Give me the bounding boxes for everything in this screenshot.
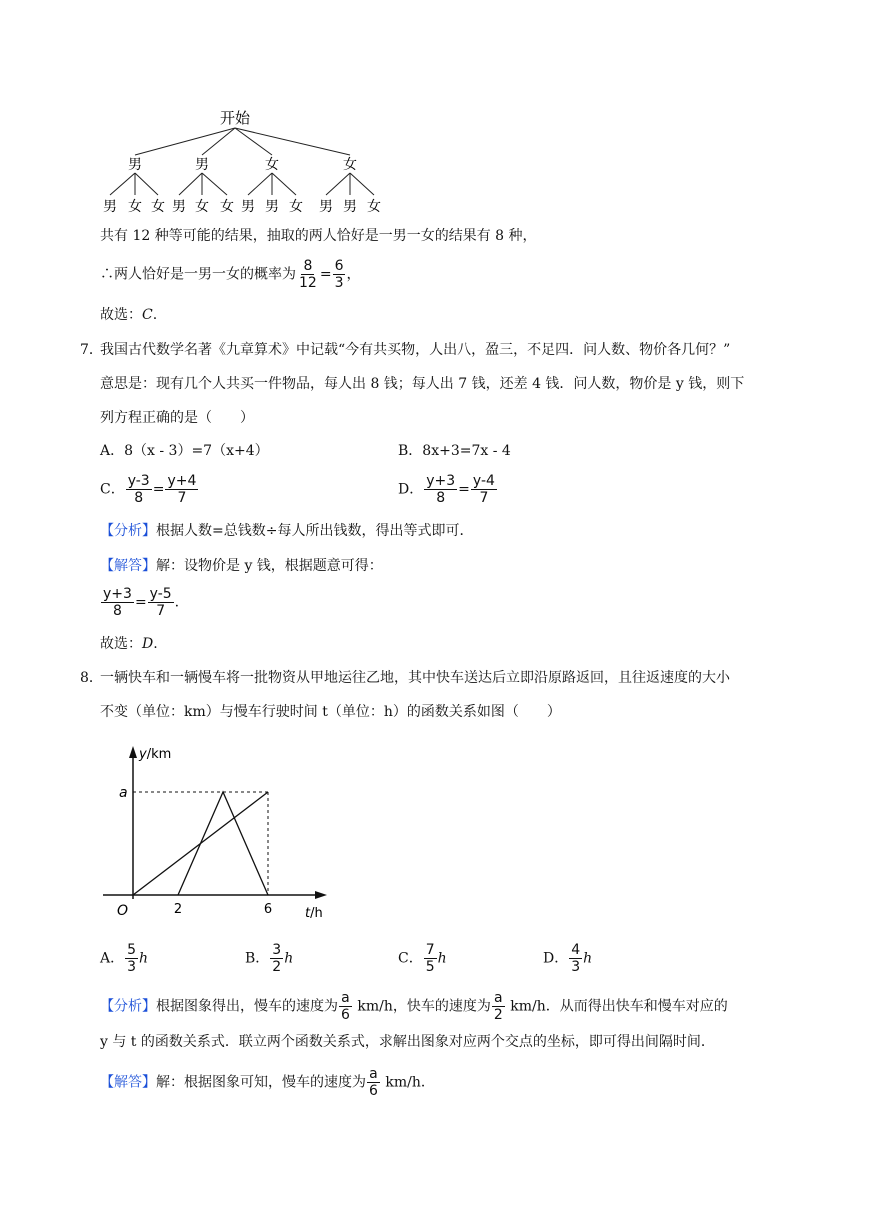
- tree-l2-node: 男: [265, 199, 279, 215]
- q7-stem-line1: 我国古代数学名著《九章算术》中记载“今有共买物，人出八，盈三，不足四．问人数、物价各几何？”: [100, 342, 731, 358]
- origin-label: O: [117, 903, 129, 919]
- y-tick-label-a: a: [119, 785, 128, 801]
- q7-number: 7．: [80, 342, 103, 358]
- q8-option-b: B． $\frac{3}{2}$ h: [245, 942, 294, 975]
- tree-l1-node: 男: [128, 157, 142, 173]
- q6-fraction-1: $\frac{8}{12}$: [299, 258, 317, 291]
- tree-l2-node: 男: [103, 199, 117, 215]
- q7-analysis: 【分析】根据人数=总钱数÷每人所出钱数，得出等式即可．: [100, 523, 474, 539]
- tree-l2-node: 男: [343, 199, 357, 215]
- q7-option-c: C． $\frac{y-3}{8}$ = $\frac{y+4}{7}$: [100, 473, 197, 506]
- q7-option-d: D． $\frac{y+3}{8}$ = $\frac{y-4}{7}$: [398, 473, 495, 506]
- q8-option-a: A． $\frac{5}{3}$ h: [100, 942, 149, 975]
- tree-l2-node: 男: [241, 199, 255, 215]
- tree-l2-node: 男: [172, 199, 186, 215]
- x-axis-label: t/h: [305, 906, 323, 921]
- q7-solution: 【解答】解：设物价是 y 钱，根据题意可得：: [100, 558, 383, 574]
- q8-stem-line1: 一辆快车和一辆慢车将一批物资从甲地运往乙地，其中快车送达后立即沿原路返回，且往返速度的大小: [100, 670, 730, 686]
- tree-l1-node: 女: [343, 157, 357, 173]
- tree-l2-node: 女: [220, 199, 234, 215]
- solution-tag: 【解答】: [100, 1074, 156, 1091]
- analysis-tag: 【分析】: [100, 523, 156, 539]
- q8-solution: 【解答】解：根据图象可知，慢车的速度为 $\frac{a}{6}$ km/h．: [100, 1066, 435, 1099]
- q8-number: 8．: [80, 670, 103, 686]
- q7-equation: $\frac{y+3}{8}$ = $\frac{y-5}{7}$ .: [103, 586, 180, 619]
- q6-probability: ∴两人恰好是一男一女的概率为 $\frac{8}{12}$ = $\frac{6}{3}$ ，: [100, 258, 361, 291]
- q7-option-b: B．8x+3=7x - 4: [398, 443, 511, 459]
- tree-l1-node: 男: [195, 157, 209, 173]
- q7-stem-line2: 意思是：现有几个人共买一件物品，每人出 8 钱；每人出 7 钱，还差 4 钱．问人数，物价是 y 钱，则下: [100, 376, 745, 392]
- tree-l2-node: 女: [128, 199, 142, 215]
- q8-option-c: C． $\frac{7}{5}$ h: [398, 942, 447, 975]
- tree-l2-node: 女: [289, 199, 303, 215]
- x-axis-arrow: [315, 891, 327, 899]
- x-tick-label: 2: [173, 902, 183, 917]
- tree-l2-node: 女: [367, 199, 381, 215]
- q6-result-count: 共有 12 种等可能的结果，抽取的两人恰好是一男一女的结果有 8 种，: [100, 228, 537, 244]
- q6-prob-prefix: ∴两人恰好是一男一女的概率为: [100, 266, 296, 283]
- distance-time-chart: [95, 740, 345, 925]
- tree-l2-node: 女: [195, 199, 209, 215]
- q6-fraction-2: $\frac{6}{3}$: [334, 258, 344, 291]
- y-axis-label: y/km: [139, 747, 172, 762]
- tree-root: 开始: [219, 109, 251, 127]
- probability-tree-diagram: [95, 105, 405, 220]
- tree-l2-node: 女: [151, 199, 165, 215]
- q8-stem-line2: 不变（单位：km）与慢车行驶时间 t（单位：h）的函数关系如图（ ）: [100, 704, 561, 720]
- q8-analysis: 【分析】根据图象得出，慢车的速度为 $\frac{a}{6}$ km/h，快车的速度为 $\frac{a}{2}$ km/h．从而得出快车和慢车对应的: [100, 990, 728, 1023]
- tree-l2-node: 男: [319, 199, 333, 215]
- q8-analysis-line2: y 与 t 的函数关系式．联立两个函数关系式，求解出图象对应两个交点的坐标，即可得出间隔时间．: [100, 1034, 715, 1050]
- q7-option-a: A．8（x - 3）=7（x+4）: [100, 443, 269, 459]
- series-line-2: [178, 792, 268, 895]
- q7-answer: 故选：D.: [100, 636, 158, 652]
- q7-stem-line3: 列方程正确的是（ ）: [100, 410, 254, 426]
- analysis-tag: 【分析】: [100, 998, 156, 1015]
- q6-answer: 故选：C.: [100, 307, 158, 323]
- q8-option-d: D． $\frac{4}{3}$ h: [543, 942, 593, 975]
- tree-l1-node: 女: [265, 157, 279, 173]
- y-axis-arrow: [129, 746, 137, 758]
- solution-tag: 【解答】: [100, 558, 156, 574]
- x-tick-label: 6: [263, 902, 273, 917]
